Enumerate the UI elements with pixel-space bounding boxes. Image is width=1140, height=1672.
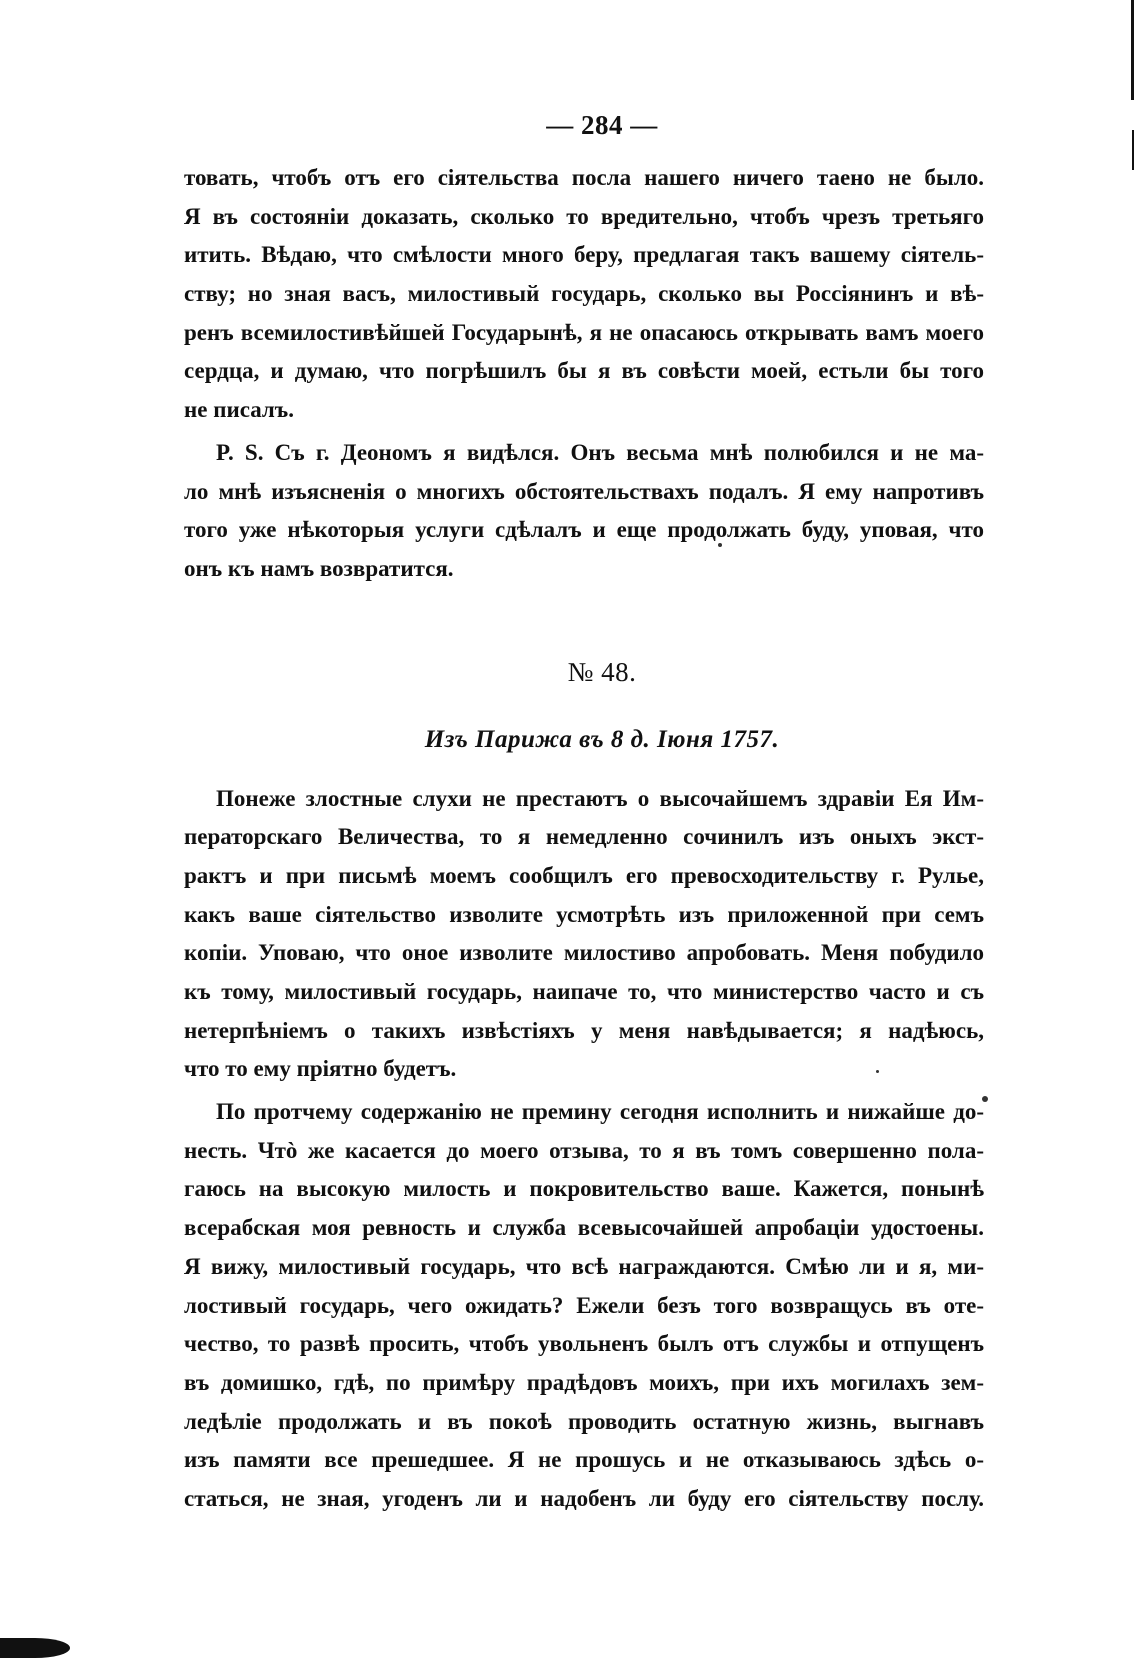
- text-line: ло мнѣ изъясненiя о многихъ обстоятельствахъ подалъ. Я ему напротивъ: [184, 478, 984, 504]
- text-line: товать, чтобъ отъ его сiятельства посла нашего ничего таено не было.: [184, 165, 984, 190]
- text-line: онъ къ намъ возвратится.: [184, 555, 454, 581]
- text-line: P. S. Съ г. Деономъ я видѣлся. Онъ весьма мнѣ полюбился и не ма-: [216, 439, 984, 465]
- text-line: гаюсь на высокую милость и покровительство ваше. Кажется, понынѣ: [184, 1176, 984, 1202]
- text-line: лостивый государь, чего ожидать? Ежели безъ того возвращусь въ оте-: [184, 1292, 984, 1318]
- text-line: итить. Вѣдаю, что смѣлости много беру, предлагая такъ вашему сiятель-: [184, 242, 984, 268]
- text-line: ренъ всемилостивѣйшей Государынѣ, я не опасаюсь открывать вамъ моего: [184, 319, 984, 345]
- scan-edge-mark: [1131, 0, 1134, 100]
- text-line: Я въ состоянiи доказать, сколько то вредительно, чтобъ чрезъ третьяго: [184, 203, 984, 229]
- text-line: ледѣлiе продолжать и въ покоѣ проводить остатную жизнь, выгнавъ: [184, 1408, 984, 1434]
- text-line: того уже нѣкоторыя услуги сдѣлалъ и еще продолжать буду, уповая, что: [184, 517, 984, 543]
- text-line: копiи. Уповаю, что оное изволите милостиво апробовать. Меня побудило: [184, 940, 984, 966]
- page-number: — 284 —: [546, 110, 658, 140]
- continuation-paragraph: [184, 159, 984, 430]
- text-line: По протчему содержанiю не премину сегодня исполнить и нижайше до-: [216, 1099, 984, 1125]
- text-line: въ домишко, гдѣ, по примѣру прадѣдовъ моихъ, при ихъ могилахъ зем-: [184, 1369, 984, 1395]
- scan-edge-mark: [1132, 130, 1134, 170]
- text-line: изъ памяти все прешедшее. Я не прошусь и не отказываюсь здѣсь о-: [184, 1447, 984, 1473]
- text-line: какъ ваше сiятельство изволите усмотрѣть изъ приложенной при семъ: [184, 901, 984, 927]
- letter-paragraph-2: [184, 1093, 984, 1519]
- text-line: нетерпѣнiемъ о такихъ извѣстiяхъ у меня навѣдывается; я надѣюсь,: [184, 1017, 984, 1043]
- text-line: несть. Чтò же касается до моего отзыва, то я въ томъ совершенно пола-: [184, 1137, 984, 1163]
- book-page: [184, 110, 984, 1523]
- text-line: ству; но зная васъ, милостивый государь, сколько вы Россiянинъ и вѣ-: [184, 281, 984, 307]
- letter-paragraph-1: [184, 780, 984, 1090]
- letter-number: № 48.: [567, 656, 637, 687]
- postscript-paragraph: [184, 434, 984, 589]
- text-line: Понеже злостные слухи не престаютъ о высочайшемъ здравiи Ея Им-: [216, 785, 984, 811]
- text-line: что то ему прiятно будетъ.: [184, 1056, 457, 1082]
- text-line: къ тому, милостивый государь, наипаче то, что министерство часто и съ: [184, 979, 984, 1004]
- text-line: чество, то развѣ просить, чтобъ увольненъ былъ отъ службы и отпущенъ: [184, 1331, 984, 1357]
- scan-corner-blot: [0, 1638, 70, 1658]
- text-line: сердца, и думаю, что погрѣшилъ бы я въ совѣсти моей, естьли бы того: [184, 358, 984, 384]
- text-line: всерабская моя ревность и служба всевысочайшей апробацiи удостоены.: [184, 1215, 984, 1241]
- letter-heading: Изъ Парижа въ 8 д. Iюня 1757.: [424, 725, 780, 753]
- text-line: Я вижу, милостивый государь, что всѣ награждаются. Смѣю ли и я, ми-: [184, 1253, 984, 1279]
- text-line: не писалъ.: [184, 397, 294, 423]
- text-line: статься, не зная, угоденъ ли и надобенъ ли буду его сiятельству послу.: [184, 1485, 984, 1511]
- text-line: рактъ и при письмѣ моемъ сообщилъ его превосходительству г. Рулье,: [184, 862, 984, 888]
- text-line: ператорскаго Величества, то я немедленно сочинилъ изъ оныхъ экст-: [184, 824, 984, 850]
